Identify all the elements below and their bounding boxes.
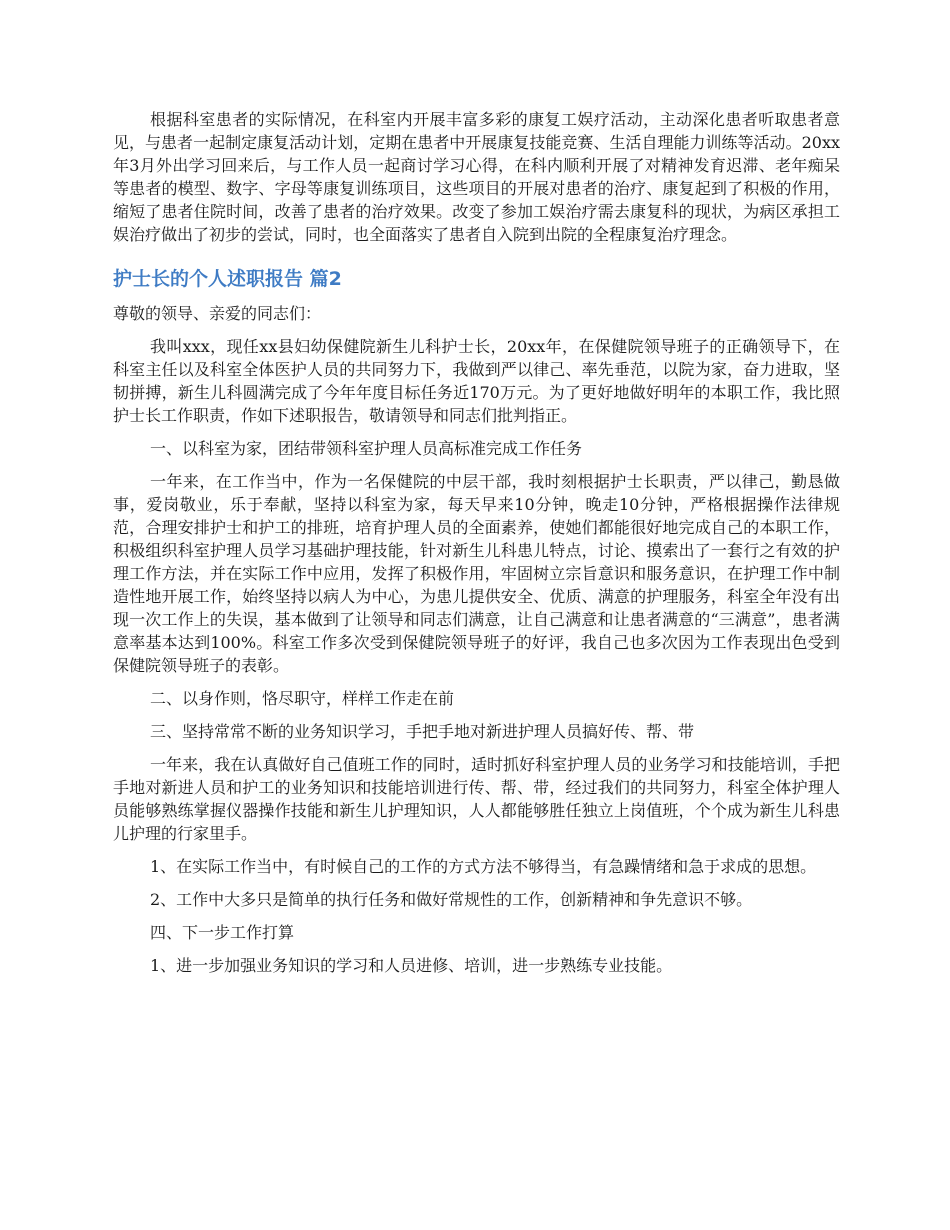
section-title-1: 一、以科室为家，团结带领科室护理人员高标准完成工作任务 <box>150 439 583 458</box>
shortcoming-item-2: 2、工作中大多只是简单的执行任务和做好常规性的工作，创新精神和争先意识不够。 <box>150 890 753 909</box>
document-page <box>113 108 840 977</box>
salutation: 尊敬的领导、亲爱的同志们： <box>113 304 322 323</box>
plan-item-1: 1、进一步加强业务知识的学习和人员进修、培训，进一步熟练专业技能。 <box>150 956 673 975</box>
section-title-4: 四、下一步工作打算 <box>150 923 295 942</box>
section-title-3: 三、坚持常常不断的业务知识学习，手把手地对新进护理人员搞好传、帮、带 <box>150 722 695 741</box>
shortcoming-item-1: 1、在实际工作当中，有时候自己的工作的方式方法不够得当，有急躁情绪和急于求成的思想。 <box>150 857 817 876</box>
section-heading: 护士长的个人述职报告 篇2 <box>113 268 342 290</box>
body-paragraph-intro: 我叫xxx，现任xx县妇幼保健院新生儿科护士长，20xx年，在保健院领导班子的正确领导下，在科室主任以及科室全体医护人员的共同努力下，我做到严以律己、率先垂范，以院为家，奋力进取，坚韧拼搏，新生儿科圆满完成了今年年度目标任务近170万元。为了更好地做好明年的本职工作，我比照护士长工作职责，作如下述职报告，敬请领导和同志们批判指正。 <box>113 337 840 425</box>
section-title-2: 二、以身作则，恪尽职守，样样工作走在前 <box>150 689 455 708</box>
body-paragraph-training: 一年来，我在认真做好自己值班工作的同时，适时抓好科室护理人员的业务学习和技能培训，手把手地对新进人员和护工的业务知识和技能培训进行传、帮、带，经过我们的共同努力，科室全体护理人员能够熟练掌握仪器操作技能和新生儿护理知识，人人都能够胜任独立上岗值班，个个成为新生儿科患儿护理的行家里手。 <box>113 755 840 843</box>
intro-paragraph: 根据科室患者的实际情况，在科室内开展丰富多彩的康复工娱疗活动，主动深化患者听取患者意见，与患者一起制定康复活动计划，定期在患者中开展康复技能竞赛、生活自理能力训练等活动。20xx年3月外出学习回来后，与工作人员一起商讨学习心得，在科内顺利开展了对精神发育迟滞、老年痴呆等患者的模型、数字、字母等康复训练项目，这些项目的开展对患者的治疗、康复起到了积极的作用，缩短了患者住院时间，改善了患者的治疗效果。改变了参加工娱治疗需去康复科的现状，为病区承担工娱治疗做出了初步的尝试，同时，也全面落实了患者自入院到出院的全程康复治疗理念。 <box>113 110 840 244</box>
body-paragraph-work: 一年来，在工作当中，作为一名保健院的中层干部，我时刻根据护士长职责，严以律己，勤恳做事，爱岗敬业，乐于奉献，坚持以科室为家，每天早来10分钟，晚走10分钟，严格根据操作法律规范，合理安排护士和护工的排班，培育护理人员的全面素养，使她们都能很好地完成自己的本职工作，积极组织科室护理人员学习基础护理技能，针对新生儿科患儿特点，讨论、摸索出了一套行之有效的护理工作方法，并在实际工作中应用，发挥了积极作用，牢固树立宗旨意识和服务意识，在护理工作中制造性地开展工作，始终坚持以病人为中心，为患儿提供安全、优质、满意的护理服务，科室全年没有出现一次工作上的失误，基本做到了让领导和同志们满意，让自己满意和让患者满意的“三满意”，患者满意率基本达到100%。科室工作多次受到保健院领导班子的好评，我自己也多次因为工作表现出色受到保健院领导班子的表彰。 <box>113 472 840 675</box>
